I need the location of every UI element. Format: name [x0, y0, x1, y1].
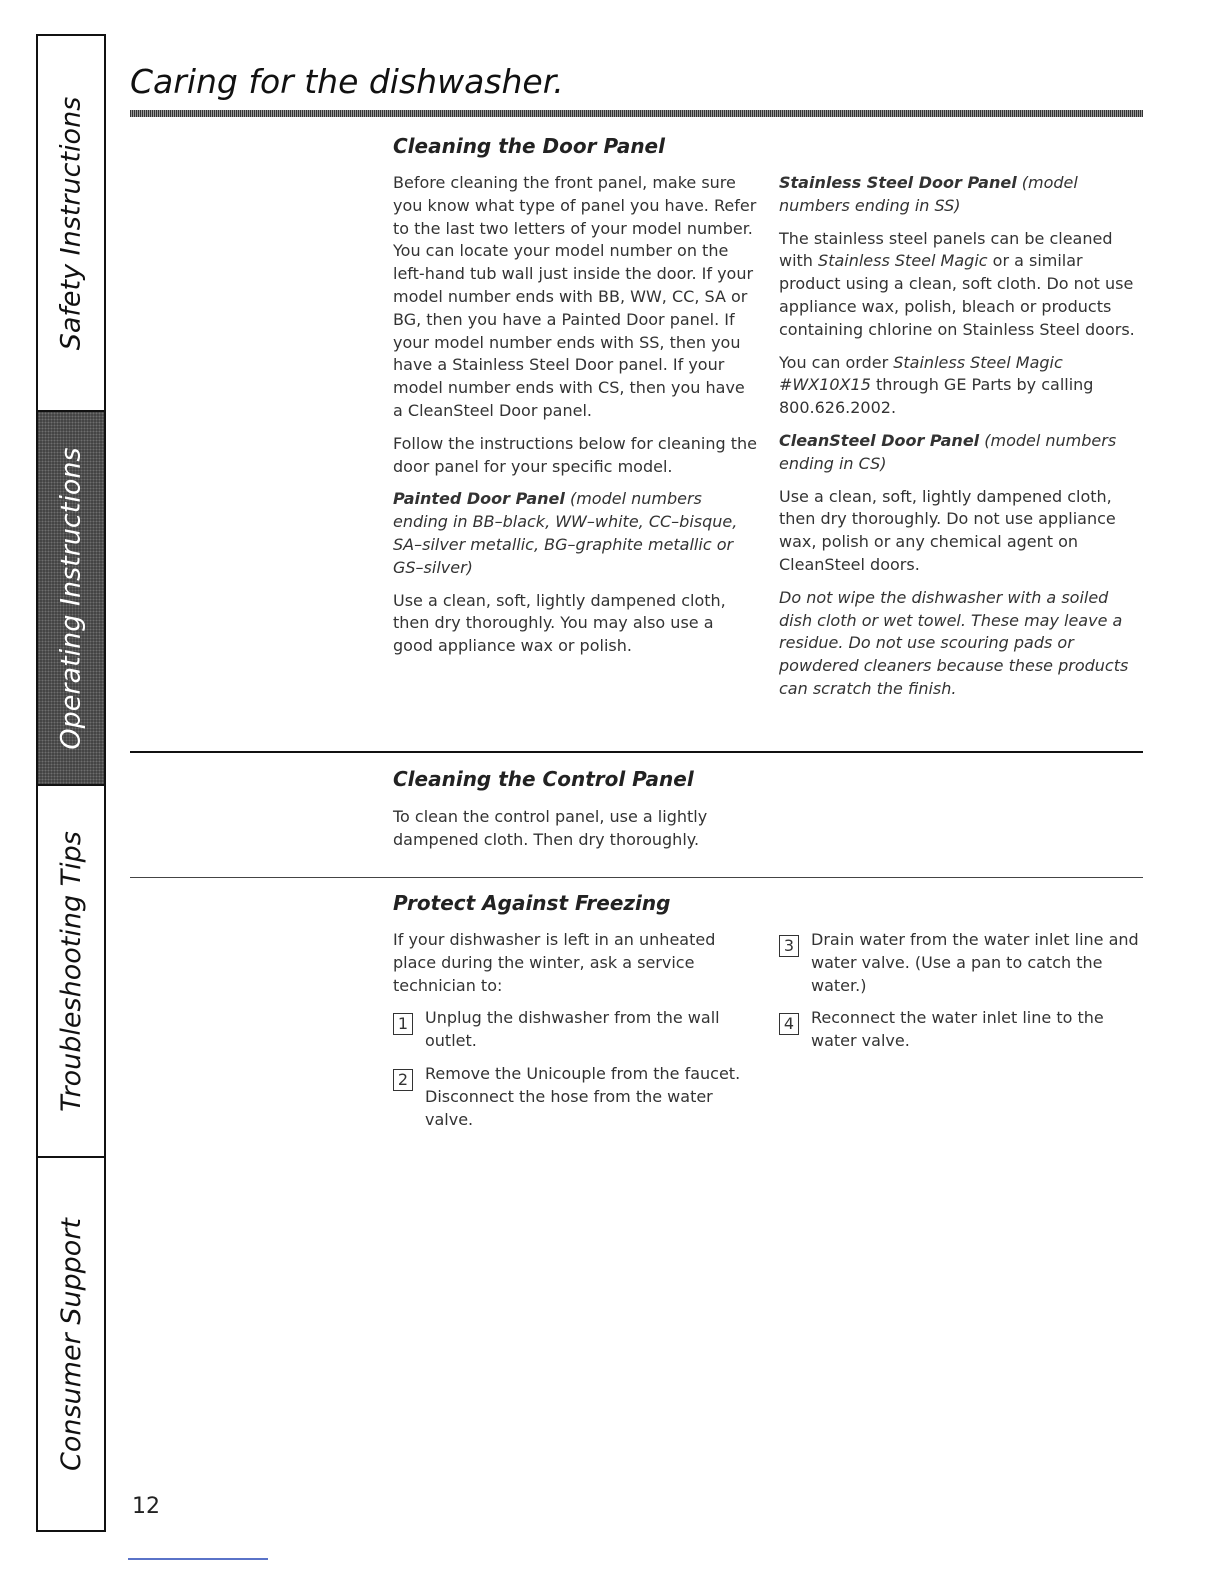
- control-panel-text: To clean the control panel, use a lightly dampened cloth. Then dry thoroughly.: [393, 807, 708, 849]
- door-panel-right-column: [779, 172, 1143, 711]
- step-number-1: 1: [393, 1013, 413, 1035]
- cleansteel-panel-title: CleanSteel Door Panel: [779, 430, 980, 450]
- painted-panel-header: [393, 488, 757, 579]
- stainless-product-name: Stainless Steel Magic: [818, 251, 988, 271]
- order-text-part: through GE Parts by calling 800.626.2002.: [779, 375, 1094, 418]
- stainless-panel-text: [779, 228, 1143, 342]
- title-rule: [130, 110, 1143, 117]
- control-panel-column: [393, 806, 757, 862]
- section-divider: [130, 877, 1143, 878]
- tab-label: Operating Instructions: [55, 446, 87, 750]
- bottom-link-mark: [128, 1558, 268, 1560]
- stainless-panel-note: (model numbers ending in SS): [779, 173, 1078, 215]
- stainless-panel-header: [779, 172, 1143, 218]
- control-panel-heading: Cleaning the Control Panel: [393, 767, 694, 791]
- tab-consumer-support[interactable]: [36, 1156, 106, 1532]
- stainless-text-part: The stainless steel panels can be cleaned with: [779, 228, 1113, 271]
- step-number-2: 2: [393, 1069, 413, 1091]
- page-title: Caring for the dishwasher.: [130, 62, 564, 101]
- freezing-heading: Protect Against Freezing: [393, 891, 671, 915]
- tab-label: Troubleshooting Tips: [55, 830, 87, 1112]
- page-number: 12: [132, 1494, 160, 1519]
- order-text-part: You can order: [779, 352, 894, 372]
- step-number-4: 4: [779, 1013, 799, 1035]
- door-panel-intro: Before cleaning the front panel, make sure you know what type of panel you have. Refer to the last two letters of your model number. You can locate your model number on the left-hand tub wall just inside the door. If your model number ends with BB, WW, CC, SA or BG, then you have a Painted Door panel. If your model number ends with SS, then you have a Stainless Steel Door panel. If your model number ends with CS, then you have a CleanSteel Door panel.: [393, 173, 757, 420]
- freezing-step: [779, 929, 1143, 997]
- section-divider: [130, 751, 1143, 753]
- tab-label: Safety Instructions: [55, 96, 87, 350]
- cleansteel-panel-text: Use a clean, soft, lightly dampened cloth, then dry thoroughly. Do not use appliance wax, polish or any chemical agent on CleanSteel doors.: [779, 486, 1116, 574]
- freezing-right-column: [779, 929, 1143, 1063]
- order-product-name: Stainless Steel Magic #WX10X15: [779, 352, 1063, 395]
- step-text: Reconnect the water inlet line to the water valve.: [811, 1008, 1104, 1051]
- painted-panel-title: Painted Door Panel: [393, 489, 565, 509]
- painted-panel-text: Use a clean, soft, lightly dampened cloth, then dry thoroughly. You may also use a good appliance wax or polish.: [393, 590, 726, 656]
- stainless-panel-title: Stainless Steel Door Panel: [779, 173, 1017, 192]
- step-text: Drain water from the water inlet line and water valve. (Use a pan to catch the water.): [811, 930, 1139, 995]
- cleaning-warning: Do not wipe the dishwasher with a soiled dish cloth or wet towel. These may leave a residue. Do not use scouring pads or powdered cleaners because these products can scratch the finish.: [779, 587, 1129, 698]
- door-panel-left-column: [393, 172, 757, 668]
- step-text: Unplug the dishwasher from the wall outlet.: [425, 1008, 720, 1051]
- tab-label: Consumer Support: [55, 1217, 87, 1471]
- door-panel-follow: Follow the instructions below for cleaning the door panel for your specific model.: [393, 433, 758, 476]
- cleansteel-panel-note: (model numbers ending in CS): [779, 430, 1117, 473]
- freezing-step: [393, 1007, 757, 1053]
- cleansteel-panel-header: [779, 430, 1143, 476]
- tab-safety-instructions[interactable]: [36, 34, 106, 412]
- stainless-order-text: [779, 352, 1143, 420]
- step-text: Remove the Unicouple from the faucet. Disconnect the hose from the water valve.: [425, 1063, 741, 1129]
- tab-troubleshooting-tips[interactable]: [36, 784, 106, 1158]
- freezing-intro: If your dishwasher is left in an unheated place during the winter, ask a service technician to:: [393, 930, 716, 995]
- freezing-step: [393, 1063, 757, 1131]
- stainless-text-part: or a similar product using a clean, soft cloth. Do not use appliance wax, polish, bleach or products containing chlorine on Stainless Steel doors.: [779, 251, 1135, 339]
- sidebar-tabs: [36, 34, 106, 1532]
- door-panel-heading: Cleaning the Door Panel: [393, 134, 665, 158]
- painted-panel-note: (model numbers ending in BB–black, WW–white, CC–bisque, SA–silver metallic, BG–graphite metallic or GS–silver): [393, 489, 738, 577]
- tab-operating-instructions[interactable]: [36, 410, 106, 786]
- freezing-left-column: [393, 929, 757, 1141]
- freezing-step: [779, 1007, 1143, 1053]
- step-number-3: 3: [779, 935, 799, 957]
